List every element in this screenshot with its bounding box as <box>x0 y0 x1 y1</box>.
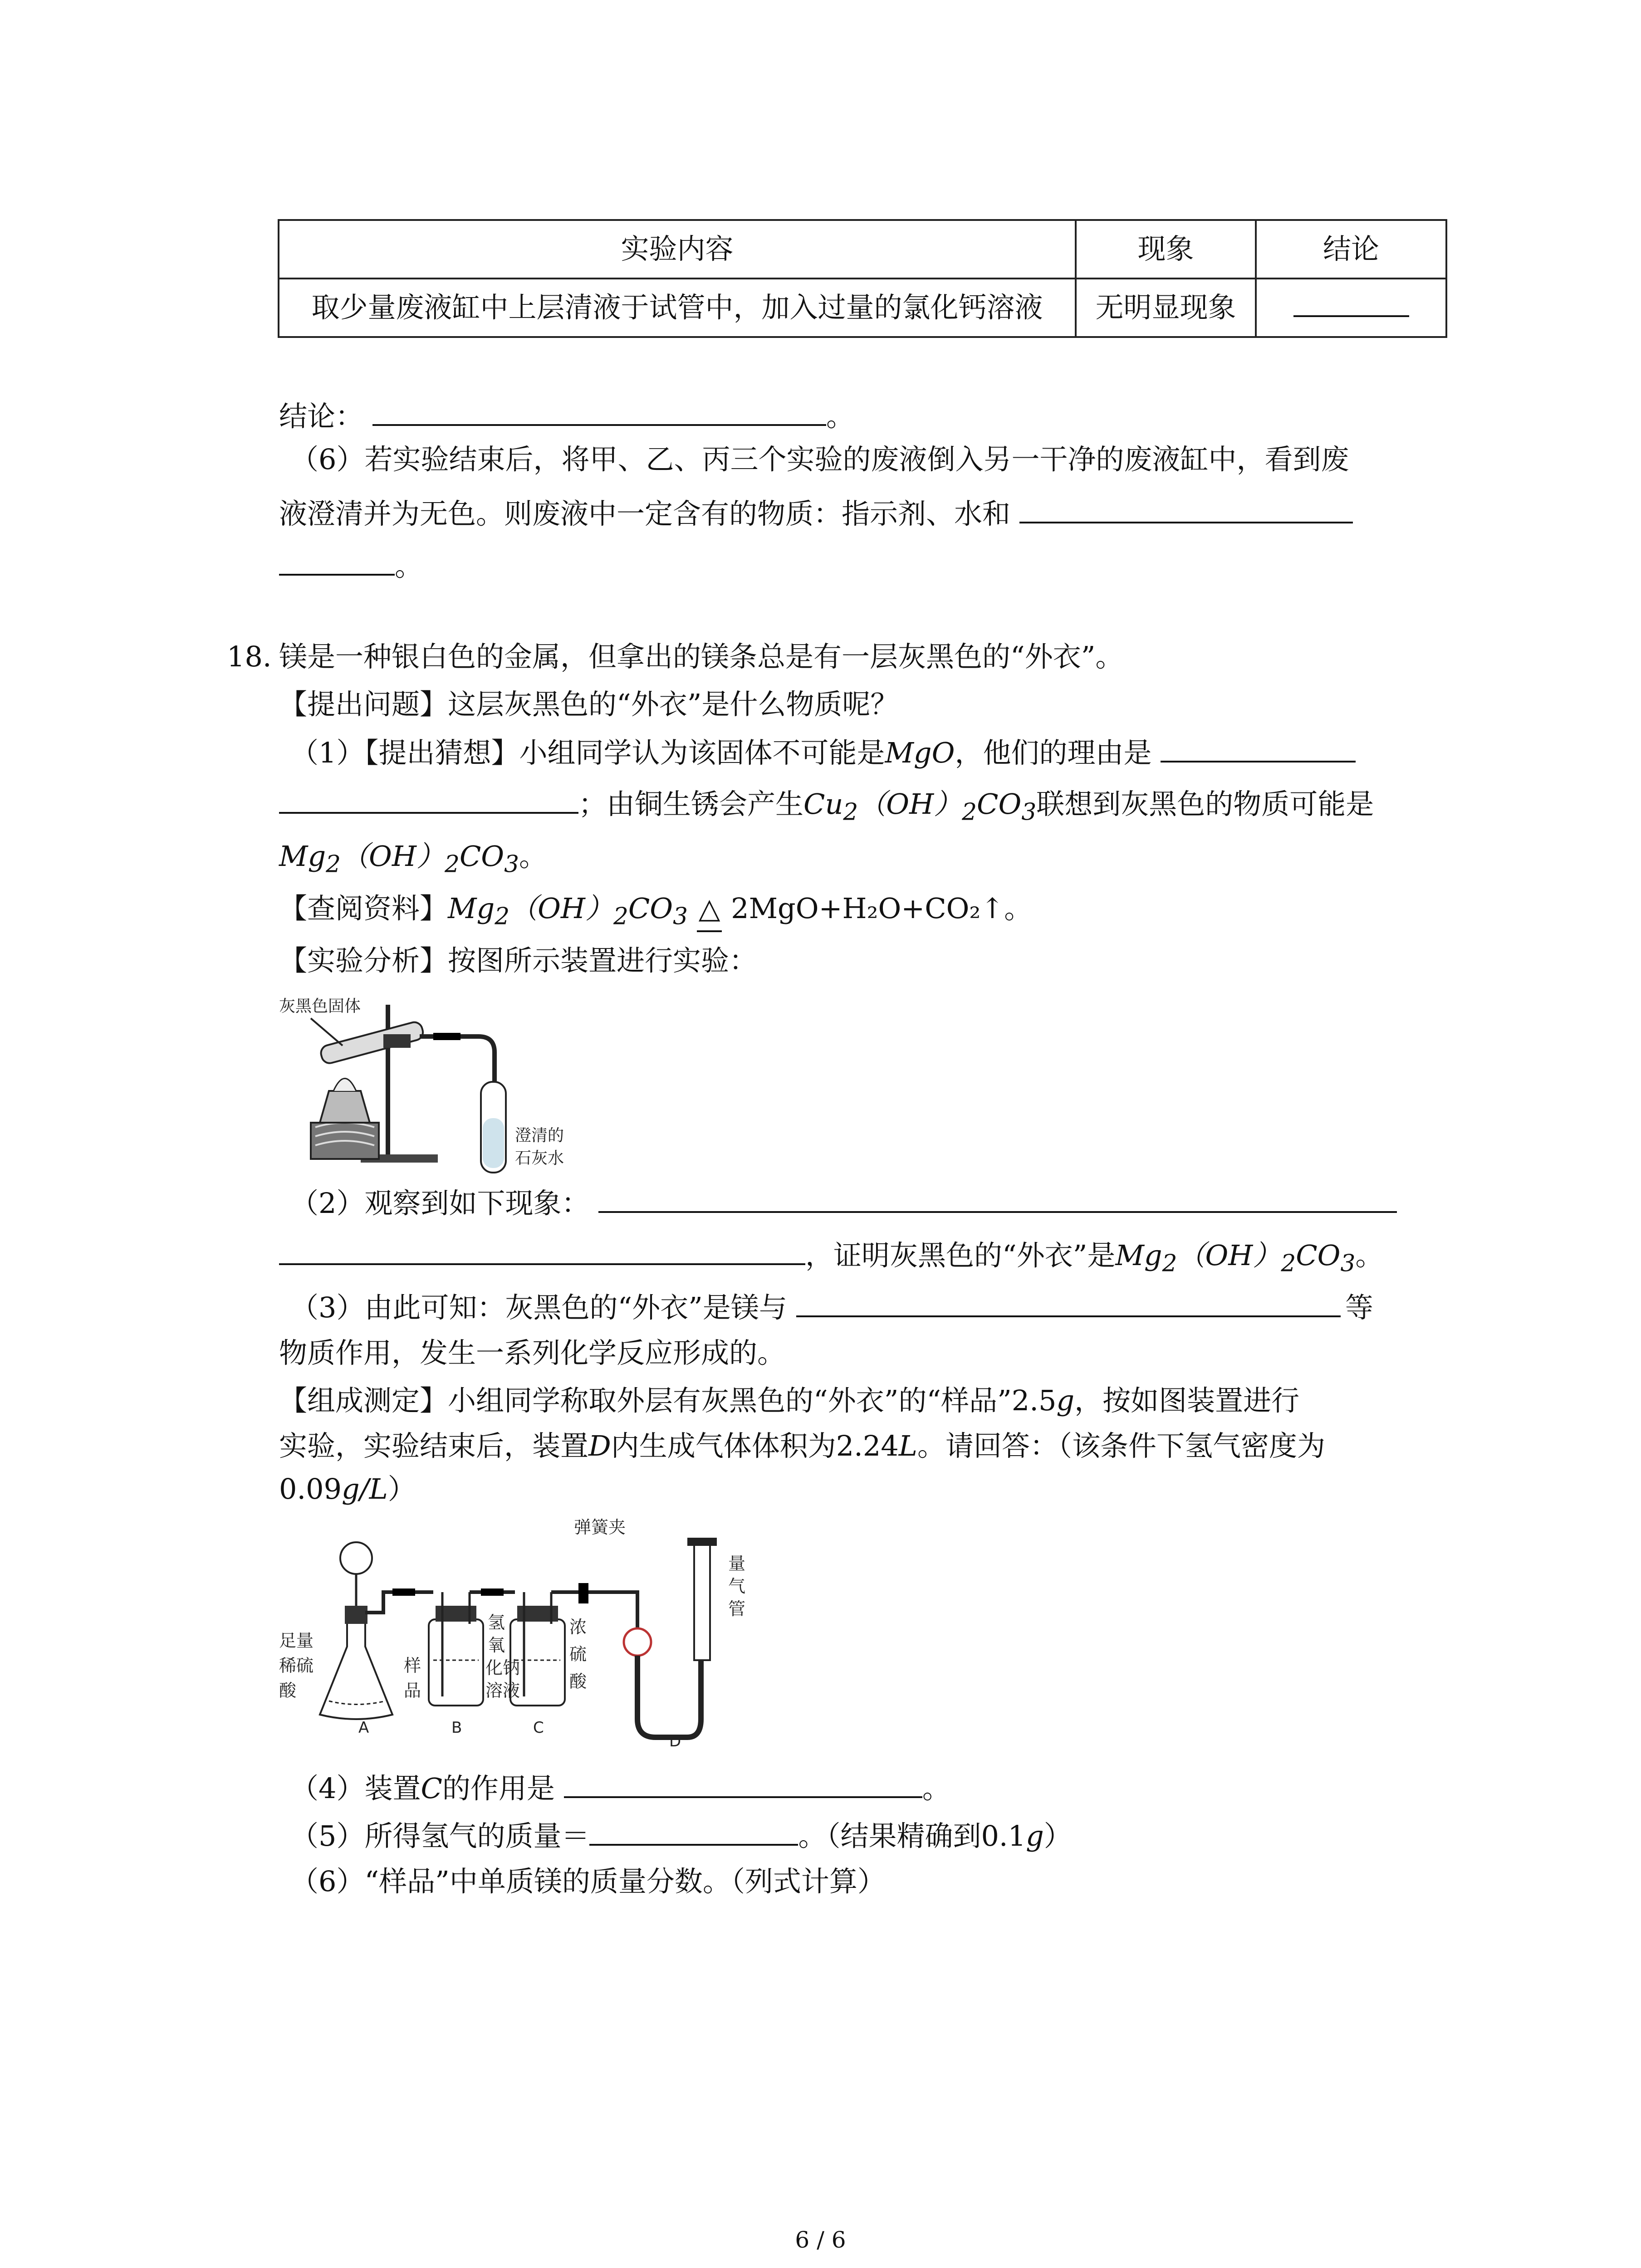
gas-measurement-diagram <box>279 1515 778 1751</box>
text: 。 <box>922 1772 950 1805</box>
lookup-line <box>279 887 1032 934</box>
formula-mg2oh2co3: $Mg_2(OH)_2CO_3$ <box>279 840 519 878</box>
text: 【查阅资料】 <box>279 892 448 925</box>
q18-p3-line2: 物质作用，发生一系列化学反应形成的。 <box>279 1336 786 1369</box>
conclusion-label: 结论： <box>279 400 364 433</box>
text: 0.09 <box>279 1472 342 1505</box>
q18-p1-line3: $Mg_2(OH)_2CO_3$。 <box>279 840 547 878</box>
figure-label: 澄清的 <box>515 1126 564 1145</box>
text: 2MgO+H₂O+CO₂↑。 <box>731 892 1033 925</box>
figure-label: D <box>669 1732 681 1750</box>
formula-mg2oh2co3: $Mg_2(OH)_2CO_3$ <box>1115 1239 1356 1277</box>
answer-blank <box>279 1259 805 1265</box>
answer-blank <box>598 1207 1397 1213</box>
answer-blank <box>589 1839 798 1846</box>
text: ，他们的理由是 <box>955 736 1152 769</box>
figure-label: A <box>358 1719 369 1737</box>
figure-label: B <box>451 1719 462 1737</box>
table-header-cell: 实验内容 <box>279 220 1076 279</box>
q18-p5 <box>290 1814 1072 1858</box>
answer-blank <box>564 1792 922 1798</box>
figure-label: C <box>533 1719 544 1737</box>
answer-blank <box>1161 756 1356 763</box>
text: （3）由此可知：灰黑色的“外衣”是镁与 <box>290 1291 787 1324</box>
figure-label: 溶液 <box>485 1681 520 1701</box>
measure-line1 <box>279 1379 1299 1422</box>
page-number: 6 / 6 <box>795 2227 846 2253</box>
figure-label: 酸 <box>279 1681 297 1701</box>
text: 。（结果精确到0.1 <box>798 1819 1026 1853</box>
text: ；由铜生锈会产生 <box>578 787 804 821</box>
figure-label: 弹簧夹 <box>574 1517 626 1537</box>
formula-reactant: $Mg_2(OH)_2CO_3$ <box>448 892 688 930</box>
table-header-cell: 结论 <box>1256 220 1446 279</box>
experiment-table <box>278 219 1447 338</box>
text: 。请回答：（该条件下氢气密度为 <box>917 1429 1325 1462</box>
figure-label: 管 <box>728 1599 746 1619</box>
figure-label: 硫 <box>569 1644 587 1664</box>
text: 【组成测定】小组同学称取外层有灰黑色的“外衣”的“样品”2.5 <box>279 1384 1057 1417</box>
text: ） <box>1043 1819 1072 1853</box>
device-d: D <box>588 1429 611 1462</box>
text: 。 <box>826 400 855 433</box>
question-number: 18. <box>227 640 272 673</box>
text: 等 <box>1345 1291 1373 1324</box>
figure-label: 量 <box>728 1554 746 1574</box>
unit-g: g <box>1056 1384 1075 1417</box>
figure-label: 品 <box>404 1681 421 1701</box>
text: （5）所得氢气的质量＝ <box>290 1819 590 1853</box>
figure-label: 足量 <box>279 1631 314 1651</box>
apparatus-figure-1 <box>279 991 588 1182</box>
q6-line2 <box>279 492 1353 536</box>
heating-apparatus-diagram <box>279 991 588 1182</box>
unit-g: g <box>1026 1819 1044 1853</box>
table-cell: 取少量废液缸中上层清液于试管中，加入过量的氯化钙溶液 <box>279 279 1076 337</box>
unit-l: L <box>898 1429 917 1462</box>
table-header-row <box>279 220 1446 279</box>
answer-blank <box>279 807 578 814</box>
text: （4）装置 <box>290 1772 421 1805</box>
figure-label: 氧 <box>488 1635 505 1655</box>
q6-line3 <box>279 544 423 588</box>
q18-p1-line1 <box>290 731 1356 775</box>
heat-triangle-icon: △ <box>697 887 722 932</box>
device-c: C <box>421 1772 442 1805</box>
text: 液澄清并为无色。则废液中一定含有的物质：指示剂、水和 <box>279 497 1011 530</box>
figure-label: 浓 <box>569 1617 587 1637</box>
table-cell: 无明显现象 <box>1076 279 1256 337</box>
figure-label: 灰黑色固体 <box>279 997 361 1016</box>
q18-p2-line2: ，证明灰黑色的“外衣”是$Mg_2(OH)_2CO_3$。 <box>279 1234 1383 1281</box>
text: （1）【提出猜想】小组同学认为该固体不可能是 <box>290 736 885 769</box>
figure-label: 石灰水 <box>515 1149 564 1168</box>
unit-gl: g/L <box>342 1472 388 1505</box>
answer-blank <box>1019 517 1353 523</box>
text: ，按如图装置进行 <box>1074 1384 1300 1417</box>
text: 内生成气体体积为2.24 <box>611 1429 899 1462</box>
text: ，证明灰黑色的“外衣”是 <box>805 1239 1116 1272</box>
figure-label: 酸 <box>569 1672 587 1691</box>
table-row <box>279 279 1446 337</box>
answer-blank <box>372 420 826 426</box>
text: 实验，实验结束后，装置 <box>279 1429 589 1462</box>
text: 联想到灰黑色的物质可能是 <box>1036 787 1374 821</box>
text: （2）观察到如下现象： <box>290 1187 590 1220</box>
q18-p2-line1 <box>290 1182 1397 1225</box>
answer-blank <box>796 1311 1341 1317</box>
table-header-cell: 现象 <box>1076 220 1256 279</box>
apparatus-figure-2 <box>279 1515 778 1751</box>
q18-p3-line1 <box>290 1286 1373 1330</box>
q18-p6: （6）“样品”中单质镁的质量分数。（列式计算） <box>290 1865 886 1898</box>
figure-label: 样 <box>404 1656 421 1676</box>
measure-line2 <box>279 1424 1325 1468</box>
figure-label: 氢 <box>488 1613 505 1633</box>
analysis-line: 【实验分析】按图所示装置进行实验： <box>279 944 758 977</box>
conclusion-line <box>279 395 854 438</box>
figure-label: 气 <box>728 1576 746 1596</box>
q18-p1-line2 <box>279 782 1374 830</box>
text: 。 <box>395 549 423 582</box>
answer-blank <box>1293 311 1409 317</box>
figure-label: 稀硫 <box>279 1656 314 1676</box>
q18-ask: 【提出问题】这层灰黑色的“外衣”是什么物质呢？ <box>279 688 899 721</box>
formula: MgO <box>885 736 955 769</box>
figure-label: 化钠 <box>485 1658 520 1678</box>
text: 的作用是 <box>442 1772 555 1805</box>
q18-p4 <box>290 1767 950 1810</box>
answer-blank <box>279 569 395 576</box>
q18-intro: 镁是一种银白色的金属，但拿出的镁条总是有一层灰黑色的“外衣”。 <box>279 640 1124 673</box>
measure-line3: 0.09g/L） <box>279 1472 416 1505</box>
formula-cu2oh2co3: $Cu_2(OH)_2CO_3$ <box>803 787 1037 826</box>
table-cell-blank <box>1256 279 1446 337</box>
q6-line1: （6）若实验结束后，将甲、乙、丙三个实验的废液倒入另一干净的废液缸中，看到废 <box>290 443 1349 476</box>
